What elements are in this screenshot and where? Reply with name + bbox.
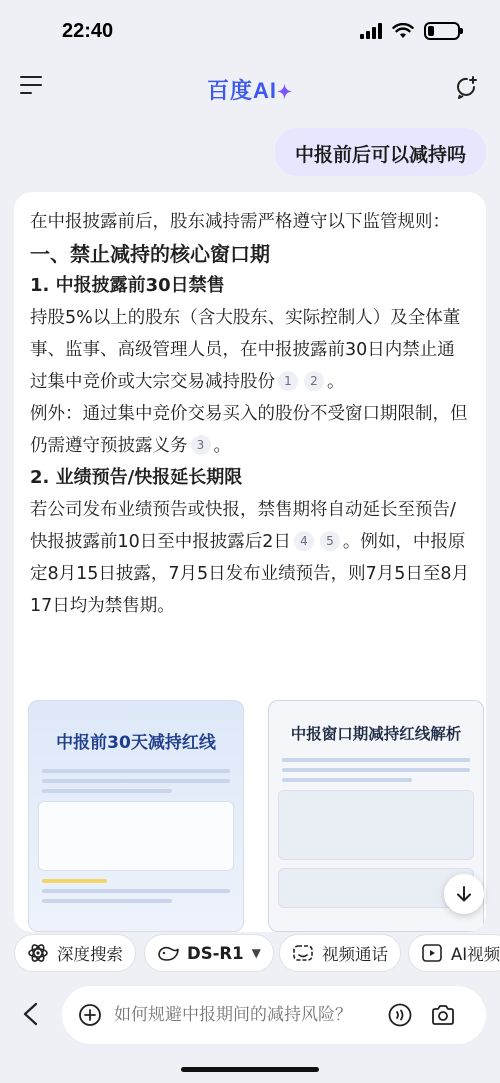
plus-icon[interactable] [78, 1003, 102, 1027]
chat-input[interactable] [114, 1000, 376, 1030]
back-chevron-icon[interactable] [20, 1002, 44, 1026]
item-exception-1 [30, 398, 470, 462]
item-paragraph-2 [30, 494, 470, 622]
arrow-down-icon [454, 884, 474, 904]
voice-wave-icon[interactable] [388, 1003, 412, 1027]
home-indicator [181, 1067, 319, 1072]
cellular-signal-icon [360, 23, 382, 39]
chip-label: 深度搜索 [57, 945, 123, 964]
thumbnail-title: 中报窗口期减持红线解析 [290, 725, 462, 743]
citation-badge[interactable]: 4 [294, 531, 314, 551]
citation-badge[interactable]: 3 [191, 435, 211, 455]
nav-bar [0, 64, 500, 110]
item1-text: 持股5%以上的股东（含大股东、实际控制人）及全体董事、监事、高级管理人员，在中报披露前30日内禁止通过集中竞价或大宗交易减持股份 [30, 308, 461, 392]
feature-chips [14, 934, 500, 972]
ai-video-icon [421, 942, 443, 964]
answer-intro: 在中报披露前后，股东减持需严格遵守以下监管规则： [30, 212, 450, 232]
scroll-down-button[interactable] [444, 874, 484, 914]
citation-badge[interactable]: 5 [320, 531, 340, 551]
image-thumbnail[interactable] [28, 700, 244, 932]
brand-spark: ✦ [276, 82, 294, 102]
period: 。 [327, 372, 345, 392]
brand-text: 百度AI [206, 78, 277, 103]
chat-input-bar [62, 986, 486, 1044]
image-thumbnails [28, 700, 472, 932]
video-call-icon [292, 942, 314, 964]
citation-badge[interactable]: 1 [278, 371, 298, 391]
user-message-bubble: 中报前后可以减持吗 [275, 128, 486, 176]
ai-video-chip[interactable] [408, 934, 500, 972]
item-paragraph-1 [30, 302, 470, 398]
item2-text-continued: 。例如，中报原定8月15日披露，7月5日发布业绩预告，则7月5日至8月17日均为禁售期。 [30, 532, 470, 616]
video-call-chip[interactable] [279, 934, 401, 972]
status-bar [0, 0, 500, 64]
whale-icon [157, 943, 179, 963]
item2-text: 若公司发布业绩预告或快报，禁售期将自动延长至预告/快报披露前10日至中报披露后2日 [30, 500, 456, 552]
camera-icon[interactable] [430, 1002, 456, 1028]
model-select-chip[interactable] [144, 934, 274, 972]
atom-icon [27, 942, 49, 964]
status-icons [360, 22, 460, 40]
status-time: 22:40 [62, 20, 114, 42]
exception-text: 例外：通过集中竞价交易买入的股份不受窗口期限制，但仍需遵守预披露义务 [30, 404, 468, 456]
section-heading: 一、禁止减持的核心窗口期 [30, 242, 270, 266]
deep-search-chip[interactable] [14, 934, 136, 972]
battery-icon [424, 22, 460, 40]
chip-label: 视频通话 [322, 945, 388, 964]
wifi-icon [392, 23, 414, 39]
chip-label: DS-R1 [187, 943, 244, 963]
dropdown-arrow-icon: ▼ [251, 946, 261, 960]
citation-badge[interactable]: 2 [304, 371, 324, 391]
brand-logo [0, 74, 500, 105]
thumbnail-title: 中报前30天减持红线 [56, 733, 216, 753]
chip-label: AI视频 [451, 945, 500, 964]
period: 。 [213, 436, 231, 456]
item-heading-1: 1. 中报披露前30日禁售 [30, 275, 225, 296]
answer-card [14, 192, 486, 932]
item-heading-2: 2. 业绩预告/快报延长期限 [30, 467, 243, 488]
new-chat-icon[interactable] [454, 74, 480, 100]
battery-level [428, 26, 434, 36]
answer-body [14, 192, 486, 622]
